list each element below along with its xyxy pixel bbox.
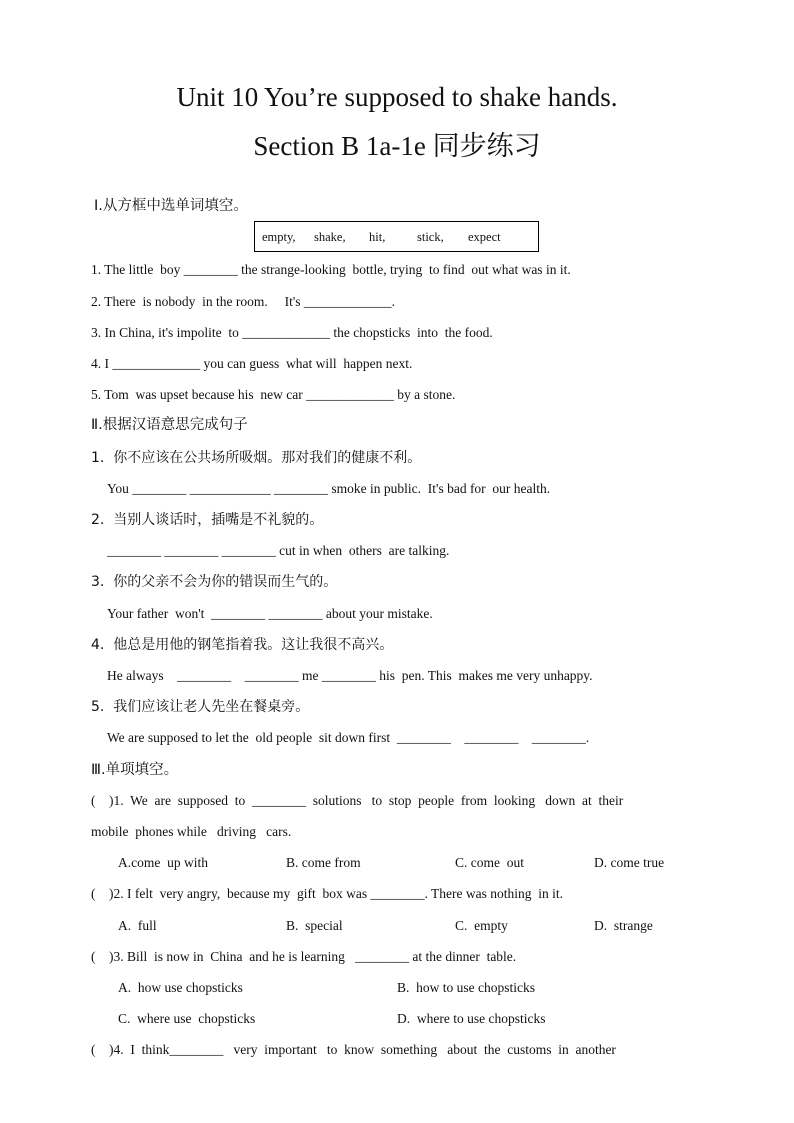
option-b: B. come from — [286, 855, 361, 870]
part2-sentence-4-english: He always ________ ________ me ________ his pen. This makes me very unhappy. — [107, 668, 593, 683]
part2-sentence-5-english: We are supposed to let the old people sit down first ________ ________ ________. — [107, 730, 590, 745]
word-box-item: stick, — [417, 230, 444, 244]
part1-heading: Ⅰ.从方框中选单词填空。 — [94, 198, 248, 214]
word-box — [254, 221, 539, 252]
part2-sentence-2-chinese: 2. 当别人谈话时，插嘴是不礼貌的。 — [91, 512, 324, 528]
title-line-2: Section B 1a-1e 同步练习 — [253, 131, 541, 161]
part2-sentence-1-chinese: 1. 你不应该在公共场所吸烟。那对我们的健康不利。 — [91, 450, 422, 466]
option-d: D. strange — [594, 918, 653, 933]
option-b: B. how to use chopsticks — [397, 980, 535, 995]
part3-question-1-line-1: ( )1. We are supposed to ________ solutions to stop people from looking down at their — [91, 793, 624, 808]
part1-question-3: 3. In China, it's impolite to _____________ the chopsticks into the food. — [91, 325, 493, 340]
part2-sentence-5-chinese: 5. 我们应该让老人先坐在餐桌旁。 — [91, 699, 310, 715]
part3-question-2: ( )2. I felt very angry, because my gift box was ________. There was nothing in it. — [91, 886, 564, 901]
option-a: A. how use chopsticks — [118, 980, 243, 995]
title-line-1: Unit 10 You’re supposed to shake hands. — [176, 82, 618, 112]
part3-question-4: ( )4. I think________ very important to know something about the customs in another — [91, 1042, 616, 1057]
word-box-item: empty, — [262, 230, 296, 244]
option-c: C. come out — [455, 855, 524, 870]
word-box-item: expect — [468, 230, 501, 244]
part3-heading: Ⅲ.单项填空。 — [91, 762, 179, 778]
option-c: C. empty — [455, 918, 508, 933]
part2-sentence-2-english: ________ ________ ________ cut in when others are talking. — [107, 543, 450, 558]
part1-question-1: 1. The little boy ________ the strange-looking bottle, trying to find out what was in it. — [91, 262, 571, 277]
option-d: D. come true — [594, 855, 665, 870]
part3-question-3: ( )3. Bill is now in China and he is learning ________ at the dinner table. — [91, 949, 517, 964]
option-c: C. where use chopsticks — [118, 1011, 256, 1026]
part1-question-4: 4. I _____________ you can guess what will happen next. — [91, 356, 413, 371]
part3-question-1-line-2: mobile phones while driving cars. — [91, 824, 292, 839]
part2-sentence-3-chinese: 3. 你的父亲不会为你的错误而生气的。 — [91, 574, 338, 590]
option-b: B. special — [286, 918, 343, 933]
option-a: A.come up with — [118, 855, 208, 870]
word-box-item: shake, — [314, 230, 346, 244]
part1-question-5: 5. Tom was upset because his new car _____________ by a stone. — [91, 387, 456, 402]
option-a: A. full — [118, 918, 157, 933]
option-d: D. where to use chopsticks — [397, 1011, 546, 1026]
word-box-item: hit, — [369, 230, 386, 244]
part2-sentence-1-english: You ________ ____________ ________ smoke in public. It's bad for our health. — [107, 481, 551, 496]
part2-sentence-4-chinese: 4. 他总是用他的钢笔指着我。这让我很不高兴。 — [91, 637, 394, 653]
part2-sentence-3-english: Your father won't ________ ________ about your mistake. — [107, 606, 433, 621]
part2-heading: Ⅱ.根据汉语意思完成句子 — [91, 417, 248, 433]
part1-question-2: 2. There is nobody in the room. It's _____________. — [91, 294, 396, 309]
